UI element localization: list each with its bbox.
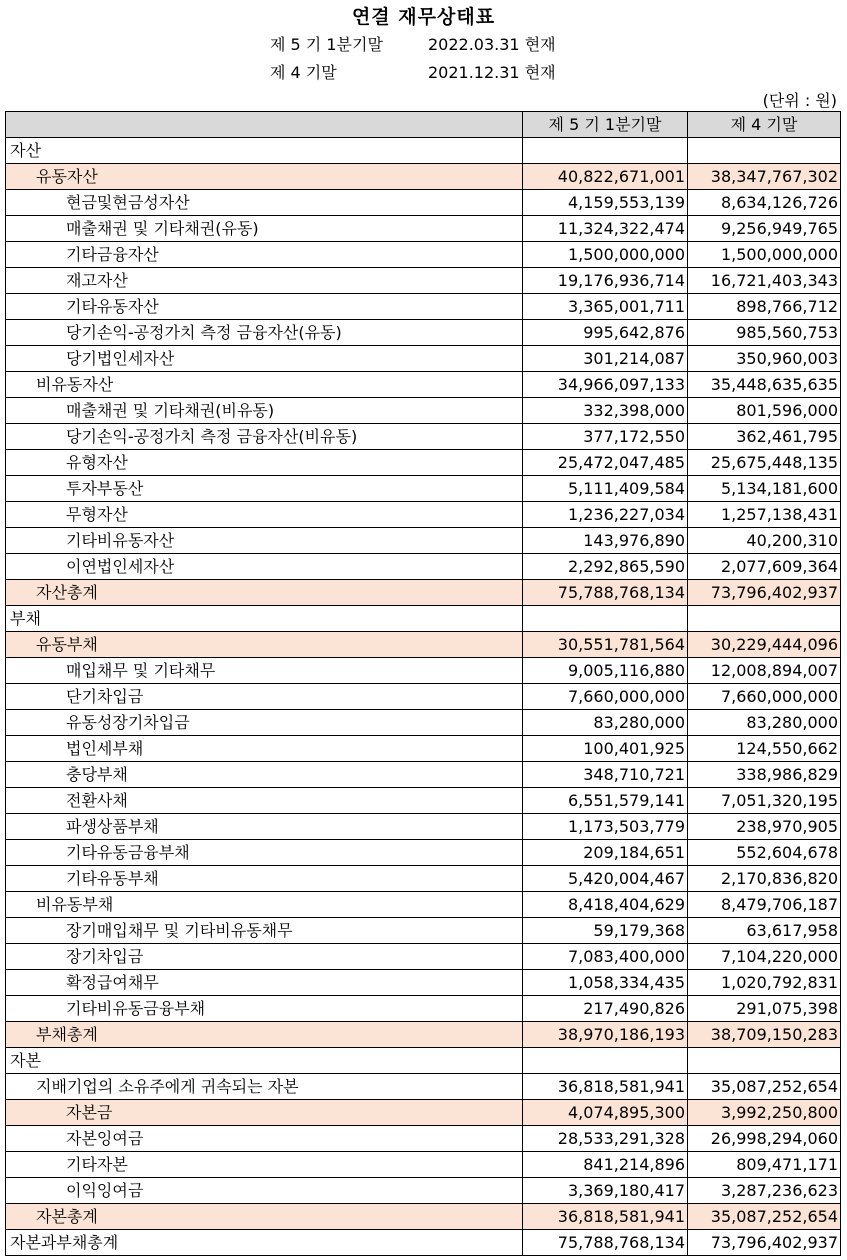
row-value-current: 59,179,368 <box>523 918 688 944</box>
row-value-current: 7,083,400,000 <box>523 944 688 970</box>
table-row <box>6 580 841 606</box>
row-value-prior: 5,134,181,600 <box>688 476 841 502</box>
row-value-prior: 26,998,294,060 <box>688 1126 841 1152</box>
row-value-current: 841,214,896 <box>523 1152 688 1178</box>
row-value-current: 19,176,936,714 <box>523 268 688 294</box>
table-row <box>6 528 841 554</box>
row-value-prior: 38,709,150,283 <box>688 1022 841 1048</box>
row-value-current <box>523 138 688 164</box>
row-value-current: 2,292,865,590 <box>523 554 688 580</box>
table-row <box>6 788 841 814</box>
row-value-prior: 985,560,753 <box>688 320 841 346</box>
row-value-prior: 38,347,767,302 <box>688 164 841 190</box>
row-value-current: 25,472,047,485 <box>523 450 688 476</box>
table-row <box>6 970 841 996</box>
row-value-current: 1,058,334,435 <box>523 970 688 996</box>
table-row <box>6 684 841 710</box>
prior-period-label: 제 4 기말 <box>270 63 337 82</box>
prior-period-date: 2021.12.31 현재 <box>428 63 556 82</box>
row-label: 비유동부채 <box>6 892 523 918</box>
row-value-current <box>523 1048 688 1074</box>
row-value-prior: 238,970,905 <box>688 814 841 840</box>
row-value-current: 995,642,876 <box>523 320 688 346</box>
row-value-current: 209,184,651 <box>523 840 688 866</box>
table-row <box>6 320 841 346</box>
table-row <box>6 476 841 502</box>
table-row <box>6 138 841 164</box>
row-label: 유동성장기차입금 <box>6 710 523 736</box>
row-label: 기타비유동금융부채 <box>6 996 523 1022</box>
row-value-prior: 63,617,958 <box>688 918 841 944</box>
row-value-prior: 25,675,448,135 <box>688 450 841 476</box>
row-value-prior: 9,256,949,765 <box>688 216 841 242</box>
prior-period-line <box>270 60 556 83</box>
table-row <box>6 502 841 528</box>
row-value-prior: 2,077,609,364 <box>688 554 841 580</box>
row-value-current: 38,970,186,193 <box>523 1022 688 1048</box>
table-header-row <box>6 112 841 138</box>
table-row <box>6 1022 841 1048</box>
header-current-period: 제 5 기 1분기말 <box>523 112 688 138</box>
row-label: 파생상품부채 <box>6 814 523 840</box>
header-prior-period: 제 4 기말 <box>688 112 841 138</box>
row-label: 자산 <box>6 138 523 164</box>
row-value-current: 5,420,004,467 <box>523 866 688 892</box>
row-label: 매출채권 및 기타채권(유동) <box>6 216 523 242</box>
row-label: 장기차입금 <box>6 944 523 970</box>
row-value-prior: 7,104,220,000 <box>688 944 841 970</box>
row-value-prior: 801,596,000 <box>688 398 841 424</box>
row-value-prior: 552,604,678 <box>688 840 841 866</box>
balance-sheet-table <box>5 111 841 1256</box>
current-period-label: 제 5 기 1분기말 <box>270 35 383 54</box>
row-value-current: 8,418,404,629 <box>523 892 688 918</box>
table-row <box>6 1048 841 1074</box>
row-label: 충당부채 <box>6 762 523 788</box>
row-label: 유동부채 <box>6 632 523 658</box>
table-row <box>6 554 841 580</box>
table-row <box>6 918 841 944</box>
row-value-current: 1,173,503,779 <box>523 814 688 840</box>
row-value-prior: 898,766,712 <box>688 294 841 320</box>
table-row <box>6 866 841 892</box>
table-row <box>6 424 841 450</box>
row-value-current: 217,490,826 <box>523 996 688 1022</box>
row-label: 투자부동산 <box>6 476 523 502</box>
row-label: 부채 <box>6 606 523 632</box>
table-row <box>6 346 841 372</box>
row-value-prior: 35,087,252,654 <box>688 1204 841 1230</box>
row-value-prior: 8,479,706,187 <box>688 892 841 918</box>
row-value-current: 143,976,890 <box>523 528 688 554</box>
row-value-prior: 291,075,398 <box>688 996 841 1022</box>
row-value-current: 3,369,180,417 <box>523 1178 688 1204</box>
row-value-prior: 338,986,829 <box>688 762 841 788</box>
row-label: 기타유동자산 <box>6 294 523 320</box>
table-row <box>6 242 841 268</box>
row-value-prior: 30,229,444,096 <box>688 632 841 658</box>
table-row <box>6 164 841 190</box>
row-value-current: 3,365,001,711 <box>523 294 688 320</box>
row-value-current: 28,533,291,328 <box>523 1126 688 1152</box>
row-value-current: 83,280,000 <box>523 710 688 736</box>
row-value-prior: 350,960,003 <box>688 346 841 372</box>
table-row <box>6 1100 841 1126</box>
row-value-prior: 124,550,662 <box>688 736 841 762</box>
row-value-current: 75,788,768,134 <box>523 580 688 606</box>
row-value-prior <box>688 1048 841 1074</box>
row-label: 기타유동금융부채 <box>6 840 523 866</box>
row-label: 자본잉여금 <box>6 1126 523 1152</box>
row-label: 당기손익-공정가치 측정 금융자산(유동) <box>6 320 523 346</box>
row-value-prior: 809,471,171 <box>688 1152 841 1178</box>
row-value-prior: 73,796,402,937 <box>688 580 841 606</box>
row-value-prior: 12,008,894,007 <box>688 658 841 684</box>
row-value-prior: 8,634,126,726 <box>688 190 841 216</box>
row-value-prior: 35,448,635,635 <box>688 372 841 398</box>
row-label: 전환사채 <box>6 788 523 814</box>
row-value-current: 348,710,721 <box>523 762 688 788</box>
row-label: 매출채권 및 기타채권(비유동) <box>6 398 523 424</box>
table-row <box>6 190 841 216</box>
row-value-prior: 7,660,000,000 <box>688 684 841 710</box>
table-row <box>6 1204 841 1230</box>
row-label: 이익잉여금 <box>6 1178 523 1204</box>
row-label: 자본과부채총계 <box>6 1230 523 1256</box>
table-row <box>6 398 841 424</box>
row-value-prior: 35,087,252,654 <box>688 1074 841 1100</box>
row-label: 확정급여채무 <box>6 970 523 996</box>
row-value-current: 1,236,227,034 <box>523 502 688 528</box>
row-value-current: 5,111,409,584 <box>523 476 688 502</box>
row-value-prior: 83,280,000 <box>688 710 841 736</box>
row-value-current: 301,214,087 <box>523 346 688 372</box>
row-value-current: 332,398,000 <box>523 398 688 424</box>
row-value-current: 34,966,097,133 <box>523 372 688 398</box>
row-label: 당기법인세자산 <box>6 346 523 372</box>
row-label: 장기매입채무 및 기타비유동채무 <box>6 918 523 944</box>
row-label: 기타자본 <box>6 1152 523 1178</box>
row-label: 자본총계 <box>6 1204 523 1230</box>
table-row <box>6 1178 841 1204</box>
row-label: 부채총계 <box>6 1022 523 1048</box>
table-row <box>6 1074 841 1100</box>
table-row <box>6 294 841 320</box>
row-label: 당기손익-공정가치 측정 금융자산(비유동) <box>6 424 523 450</box>
row-value-current: 36,818,581,941 <box>523 1204 688 1230</box>
row-value-prior: 1,020,792,831 <box>688 970 841 996</box>
row-value-prior: 3,287,236,623 <box>688 1178 841 1204</box>
row-value-current: 36,818,581,941 <box>523 1074 688 1100</box>
table-row <box>6 268 841 294</box>
row-value-current <box>523 606 688 632</box>
row-label: 매입채무 및 기타채무 <box>6 658 523 684</box>
statement-title: 연결 재무상태표 <box>351 6 496 28</box>
row-value-current: 377,172,550 <box>523 424 688 450</box>
row-value-current: 6,551,579,141 <box>523 788 688 814</box>
table-row <box>6 1230 841 1256</box>
table-row <box>6 762 841 788</box>
row-label: 지배기업의 소유주에게 귀속되는 자본 <box>6 1074 523 1100</box>
table-row <box>6 814 841 840</box>
row-label: 이연법인세자산 <box>6 554 523 580</box>
row-label: 자본금 <box>6 1100 523 1126</box>
row-label: 재고자산 <box>6 268 523 294</box>
row-label: 유동자산 <box>6 164 523 190</box>
row-label: 무형자산 <box>6 502 523 528</box>
row-value-current: 100,401,925 <box>523 736 688 762</box>
row-label: 단기차입금 <box>6 684 523 710</box>
row-label: 현금및현금성자산 <box>6 190 523 216</box>
table-row <box>6 632 841 658</box>
table-row <box>6 996 841 1022</box>
row-value-prior: 362,461,795 <box>688 424 841 450</box>
current-period-line <box>270 32 556 55</box>
table-row <box>6 216 841 242</box>
table-row <box>6 372 841 398</box>
row-value-prior: 40,200,310 <box>688 528 841 554</box>
row-value-current: 4,074,895,300 <box>523 1100 688 1126</box>
header-account <box>6 112 523 138</box>
row-value-current: 30,551,781,564 <box>523 632 688 658</box>
row-value-current: 4,159,553,139 <box>523 190 688 216</box>
table-row <box>6 1152 841 1178</box>
table-row <box>6 710 841 736</box>
row-label: 비유동자산 <box>6 372 523 398</box>
row-value-prior: 1,257,138,431 <box>688 502 841 528</box>
table-row <box>6 658 841 684</box>
row-value-current: 7,660,000,000 <box>523 684 688 710</box>
row-value-prior: 16,721,403,343 <box>688 268 841 294</box>
row-value-current: 40,822,671,001 <box>523 164 688 190</box>
table-row <box>6 892 841 918</box>
row-label: 기타금융자산 <box>6 242 523 268</box>
unit-note: (단위 : 원) <box>762 91 837 110</box>
row-value-prior: 2,170,836,820 <box>688 866 841 892</box>
row-value-current: 75,788,768,134 <box>523 1230 688 1256</box>
row-value-prior: 7,051,320,195 <box>688 788 841 814</box>
table-row <box>6 840 841 866</box>
table-row <box>6 450 841 476</box>
row-value-current: 9,005,116,880 <box>523 658 688 684</box>
row-value-current: 11,324,322,474 <box>523 216 688 242</box>
row-value-prior: 3,992,250,800 <box>688 1100 841 1126</box>
row-label: 자산총계 <box>6 580 523 606</box>
row-value-current: 1,500,000,000 <box>523 242 688 268</box>
row-label: 법인세부채 <box>6 736 523 762</box>
row-value-prior: 1,500,000,000 <box>688 242 841 268</box>
row-label: 유형자산 <box>6 450 523 476</box>
row-value-prior: 73,796,402,937 <box>688 1230 841 1256</box>
table-row <box>6 736 841 762</box>
table-row <box>6 1126 841 1152</box>
row-label: 기타유동부채 <box>6 866 523 892</box>
row-label: 자본 <box>6 1048 523 1074</box>
row-value-prior <box>688 606 841 632</box>
table-row <box>6 606 841 632</box>
table-row <box>6 944 841 970</box>
row-label: 기타비유동자산 <box>6 528 523 554</box>
current-period-date: 2022.03.31 현재 <box>428 35 556 54</box>
row-value-prior <box>688 138 841 164</box>
